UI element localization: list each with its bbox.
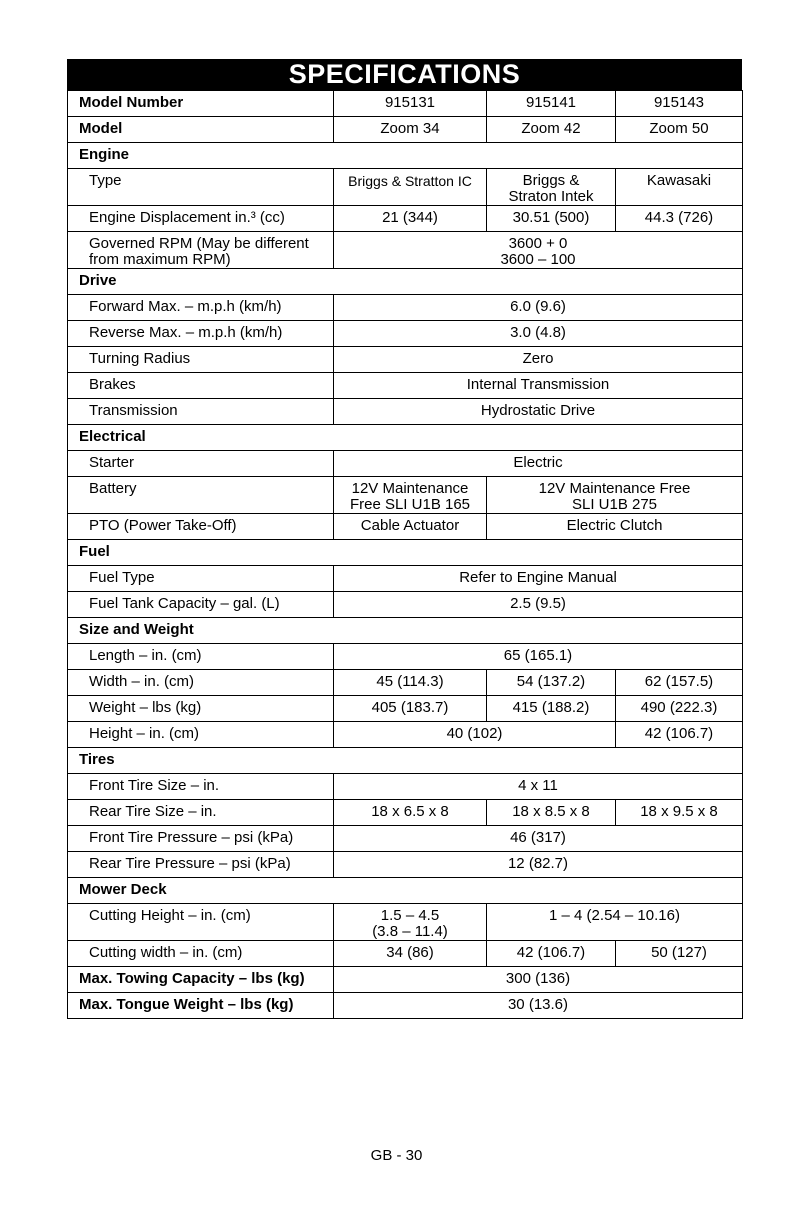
specifications-table — [67, 90, 743, 1019]
spec-label: Brakes — [68, 373, 334, 399]
spec-label: Max. Towing Capacity – lbs (kg) — [68, 967, 334, 993]
spec-value: Zoom 34 — [334, 117, 487, 143]
spec-value: Kawasaki — [616, 169, 743, 206]
table-row — [68, 321, 743, 347]
spec-label: Starter — [68, 451, 334, 477]
table-row — [68, 91, 743, 117]
spec-value: 65 (165.1) — [334, 644, 743, 670]
spec-value: 3.0 (4.8) — [334, 321, 743, 347]
spec-label: Fuel Tank Capacity – gal. (L) — [68, 592, 334, 618]
spec-label: Weight – lbs (kg) — [68, 696, 334, 722]
spec-label: Transmission — [68, 399, 334, 425]
spec-value: 30.51 (500) — [487, 206, 616, 232]
section-row — [68, 540, 743, 566]
spec-label: Length – in. (cm) — [68, 644, 334, 670]
table-row — [68, 232, 743, 269]
spec-value: 915141 — [487, 91, 616, 117]
table-row — [68, 644, 743, 670]
spec-value: Briggs & Straton Intek — [487, 169, 616, 206]
spec-value: Hydrostatic Drive — [334, 399, 743, 425]
spec-value: 45 (114.3) — [334, 670, 487, 696]
spec-value: 6.0 (9.6) — [334, 295, 743, 321]
spec-label: Rear Tire Pressure – psi (kPa) — [68, 852, 334, 878]
page-number: GB - 30 — [370, 1147, 423, 1164]
table-row — [68, 852, 743, 878]
table-row — [68, 722, 743, 748]
spec-label: Model — [68, 117, 334, 143]
spec-value: Internal Transmission — [334, 373, 743, 399]
section-heading: Engine — [68, 143, 743, 169]
table-row — [68, 566, 743, 592]
table-row — [68, 169, 743, 206]
spec-value: 12 (82.7) — [334, 852, 743, 878]
spec-label: Model Number — [68, 91, 334, 117]
spec-label: Max. Tongue Weight – lbs (kg) — [68, 993, 334, 1019]
page-title: SPECIFICATIONS — [67, 59, 742, 90]
spec-value: 4 x 11 — [334, 774, 743, 800]
spec-value: 46 (317) — [334, 826, 743, 852]
table-row — [68, 993, 743, 1019]
table-row — [68, 451, 743, 477]
spec-value: 915143 — [616, 91, 743, 117]
spec-value: 21 (344) — [334, 206, 487, 232]
spec-label: Forward Max. – m.p.h (km/h) — [68, 295, 334, 321]
table-row — [68, 592, 743, 618]
spec-value: 18 x 6.5 x 8 — [334, 800, 487, 826]
section-heading: Mower Deck — [68, 878, 743, 904]
spec-value: 18 x 8.5 x 8 — [487, 800, 616, 826]
spec-label: PTO (Power Take-Off) — [68, 514, 334, 540]
table-row — [68, 774, 743, 800]
spec-value: 12V Maintenance Free SLI U1B 165 — [334, 477, 487, 514]
spec-value: 42 (106.7) — [487, 941, 616, 967]
spec-value: 34 (86) — [334, 941, 487, 967]
spec-label: Type — [68, 169, 334, 206]
spec-value: 62 (157.5) — [616, 670, 743, 696]
spec-value: 1 – 4 (2.54 – 10.16) — [487, 904, 743, 941]
section-row — [68, 425, 743, 451]
spec-label: Battery — [68, 477, 334, 514]
spec-label: Height – in. (cm) — [68, 722, 334, 748]
table-row — [68, 904, 743, 941]
spec-label: Turning Radius — [68, 347, 334, 373]
spec-value: 2.5 (9.5) — [334, 592, 743, 618]
table-row — [68, 117, 743, 143]
table-row — [68, 373, 743, 399]
section-heading: Drive — [68, 269, 743, 295]
spec-label: Reverse Max. – m.p.h (km/h) — [68, 321, 334, 347]
spec-value: 40 (102) — [334, 722, 616, 748]
spec-value: 405 (183.7) — [334, 696, 487, 722]
table-row — [68, 670, 743, 696]
section-heading: Fuel — [68, 540, 743, 566]
spec-value: 44.3 (726) — [616, 206, 743, 232]
spec-label: Governed RPM (May be different from maximum RPM) — [68, 232, 334, 269]
spec-label: Front Tire Size – in. — [68, 774, 334, 800]
spec-value: Electric — [334, 451, 743, 477]
spec-value: 300 (136) — [334, 967, 743, 993]
section-heading: Tires — [68, 748, 743, 774]
spec-value: 18 x 9.5 x 8 — [616, 800, 743, 826]
section-row — [68, 143, 743, 169]
section-row — [68, 748, 743, 774]
spec-value: 1.5 – 4.5 (3.8 – 11.4) — [334, 904, 487, 941]
spec-value: 50 (127) — [616, 941, 743, 967]
spec-value: 30 (13.6) — [334, 993, 743, 1019]
table-row — [68, 477, 743, 514]
spec-value: 3600 + 0 3600 – 100 — [334, 232, 743, 269]
spec-value: Zoom 50 — [616, 117, 743, 143]
spec-value: Electric Clutch — [487, 514, 743, 540]
spec-label: Front Tire Pressure – psi (kPa) — [68, 826, 334, 852]
table-row — [68, 206, 743, 232]
spec-value: Briggs & Stratton IC — [334, 169, 487, 206]
section-row — [68, 269, 743, 295]
spec-value: 12V Maintenance Free SLI U1B 275 — [487, 477, 743, 514]
table-row — [68, 514, 743, 540]
section-heading: Electrical — [68, 425, 743, 451]
spec-label: Width – in. (cm) — [68, 670, 334, 696]
table-row — [68, 696, 743, 722]
spec-value: Refer to Engine Manual — [334, 566, 743, 592]
section-row — [68, 618, 743, 644]
spec-value: Zoom 42 — [487, 117, 616, 143]
spec-label: Cutting width – in. (cm) — [68, 941, 334, 967]
spec-label: Rear Tire Size – in. — [68, 800, 334, 826]
table-row — [68, 826, 743, 852]
spec-label: Cutting Height – in. (cm) — [68, 904, 334, 941]
table-row — [68, 399, 743, 425]
spec-value: 915131 — [334, 91, 487, 117]
spec-label: Engine Displacement in.³ (cc) — [68, 206, 334, 232]
table-row — [68, 967, 743, 993]
spec-value: 490 (222.3) — [616, 696, 743, 722]
spec-value: Cable Actuator — [334, 514, 487, 540]
spec-value: 415 (188.2) — [487, 696, 616, 722]
spec-value: 54 (137.2) — [487, 670, 616, 696]
spec-value: 42 (106.7) — [616, 722, 743, 748]
spec-label: Fuel Type — [68, 566, 334, 592]
table-row — [68, 347, 743, 373]
table-row — [68, 295, 743, 321]
section-heading: Size and Weight — [68, 618, 743, 644]
table-row — [68, 941, 743, 967]
table-row — [68, 800, 743, 826]
section-row — [68, 878, 743, 904]
spec-value: Zero — [334, 347, 743, 373]
